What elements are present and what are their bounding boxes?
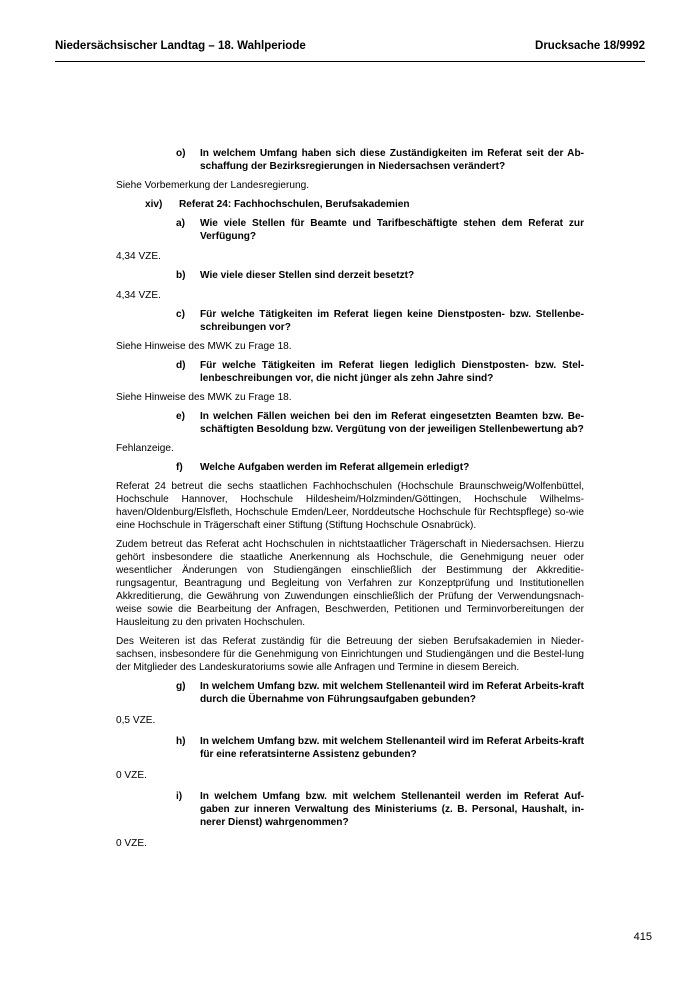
answer: Siehe Hinweise des MWK zu Frage 18. (116, 392, 292, 403)
header-right: Drucksache 18/9992 (535, 40, 645, 52)
question-label: o) (176, 148, 186, 159)
question-text: Wie viele Stellen für Beamte und Tarifbeschäftigte stehen dem Referat zur Verfügung? (200, 218, 584, 242)
question-text: In welchem Umfang bzw. mit welchem Stellenanteil werden im Referat Auf-gaben zur inneren Verwaltung des Ministeriums (z. B. Personal, Haushalt, in-nerer Dienst) wahrgenommen? (200, 791, 584, 828)
question-g (116, 680, 584, 706)
question-label: g) (176, 681, 186, 692)
section-heading (116, 198, 584, 211)
question-f (116, 461, 584, 474)
question-text: Für welche Tätigkeiten im Referat liegen keine Dienstposten- bzw. Stellenbe-schreibungen vor? (200, 309, 584, 333)
question-text: In welchen Fällen weichen bei den im Referat eingesetzten Beamten bzw. Be-schäftigten Besoldung bzw. Vergütung von der jeweiligen Stellenbewertung ab? (200, 411, 584, 435)
question-label: i) (176, 791, 183, 802)
question-c (116, 308, 584, 334)
question-a (116, 217, 584, 243)
answer: 0,5 VZE. (116, 715, 156, 726)
question-label: f) (176, 462, 183, 473)
answer: 4,34 VZE. (116, 290, 161, 301)
question-h (116, 735, 584, 761)
document-body (116, 147, 584, 850)
question-text: In welchem Umfang bzw. mit welchem Stellenanteil wird im Referat Arbeits-kraft für eine referatsinterne Assistenz gebunden? (200, 736, 584, 760)
question-i (116, 790, 584, 829)
question-text: Welche Aufgaben werden im Referat allgemein erledigt? (200, 462, 470, 473)
answer-paragraph: Des Weiteren ist das Referat zuständig für die Betreuung der sieben Berufsakademien in Nieder-sachsen, insbesondere für die Genehmigung von Einrichtungen und Studiengängen und die Bestel-lung der Mitglieder des Landeskuratoriums sowie alle Anfragen und Termine in diesem Bereich. (116, 636, 584, 673)
answer: Siehe Vorbemerkung der Landesregierung. (116, 180, 310, 191)
answer: 0 VZE. (116, 838, 147, 849)
answer: 4,34 VZE. (116, 251, 161, 262)
section-title: Referat 24: Fachhochschulen, Berufsakademien (179, 199, 410, 210)
section-label: xiv) (145, 199, 163, 210)
page-header (55, 40, 645, 52)
question-text: Wie viele dieser Stellen sind derzeit besetzt? (200, 270, 415, 281)
question-d (116, 359, 584, 385)
question-label: e) (176, 411, 185, 422)
question-o (116, 147, 584, 173)
question-label: b) (176, 270, 186, 281)
answer: 0 VZE. (116, 770, 147, 781)
question-label: c) (176, 309, 185, 320)
answer-paragraph: Zudem betreut das Referat acht Hochschulen in nichtstaatlicher Trägerschaft in Niedersachsen. Hierzu gehört insbesondere die staatliche Anerkennung als Hochschule, die Genehmigung neuer oder wesentlicher Änderungen von Studiengängen einschließlich der Bestimmung der Akkreditie-rungsagentur, Beantragung und Begleitung von Verfahren zur Konzeptprüfung und Institutionellen Akkreditierung, die Gewährung von Zuwendungen einschließlich der Prüfung der Verwendungsnach-weise sowie die Bearbeitung der Anfragen, Beschwerden, Petitionen und Terminvorbereitungen der Hausleitung zu den privaten Hochschulen. (116, 539, 584, 628)
answer-paragraph: Referat 24 betreut die sechs staatlichen Fachhochschulen (Hochschule Braunschweig/Wolfenbüttel, Hochschule Hannover, Hochschule Hildesheim/Holzminden/Göttingen, Hochschule Wilhelms-haven/Oldenburg/Elsfleth, Hochschule Emden/Leer, Norddeutsche Hochschule für Rechtspflege) so-wie eine Hochschule in Trägerschaft einer Stiftung (Stiftung Hochschule Osnabrück). (116, 481, 584, 531)
question-label: d) (176, 360, 186, 371)
question-text: In welchem Umfang bzw. mit welchem Stellenanteil wird im Referat Arbeits-kraft durch die Übernahme von Führungsaufgaben gebunden? (200, 681, 584, 705)
question-text: In welchem Umfang haben sich diese Zuständigkeiten im Referat seit der Ab-schaffung der Bezirksregierungen in Niedersachsen verändert? (200, 148, 584, 172)
question-b (116, 269, 584, 282)
question-label: h) (176, 736, 186, 747)
question-text: Für welche Tätigkeiten im Referat liegen lediglich Dienstposten- bzw. Stel-lenbeschreibungen vor, die nicht jünger als zehn Jahre sind? (200, 360, 584, 384)
page-number: 415 (633, 931, 652, 943)
question-label: a) (176, 218, 185, 229)
question-e (116, 410, 584, 436)
header-left: Niedersächsischer Landtag – 18. Wahlperiode (55, 40, 306, 52)
header-divider (55, 61, 645, 62)
answer: Siehe Hinweise des MWK zu Frage 18. (116, 341, 292, 352)
answer: Fehlanzeige. (116, 443, 174, 454)
